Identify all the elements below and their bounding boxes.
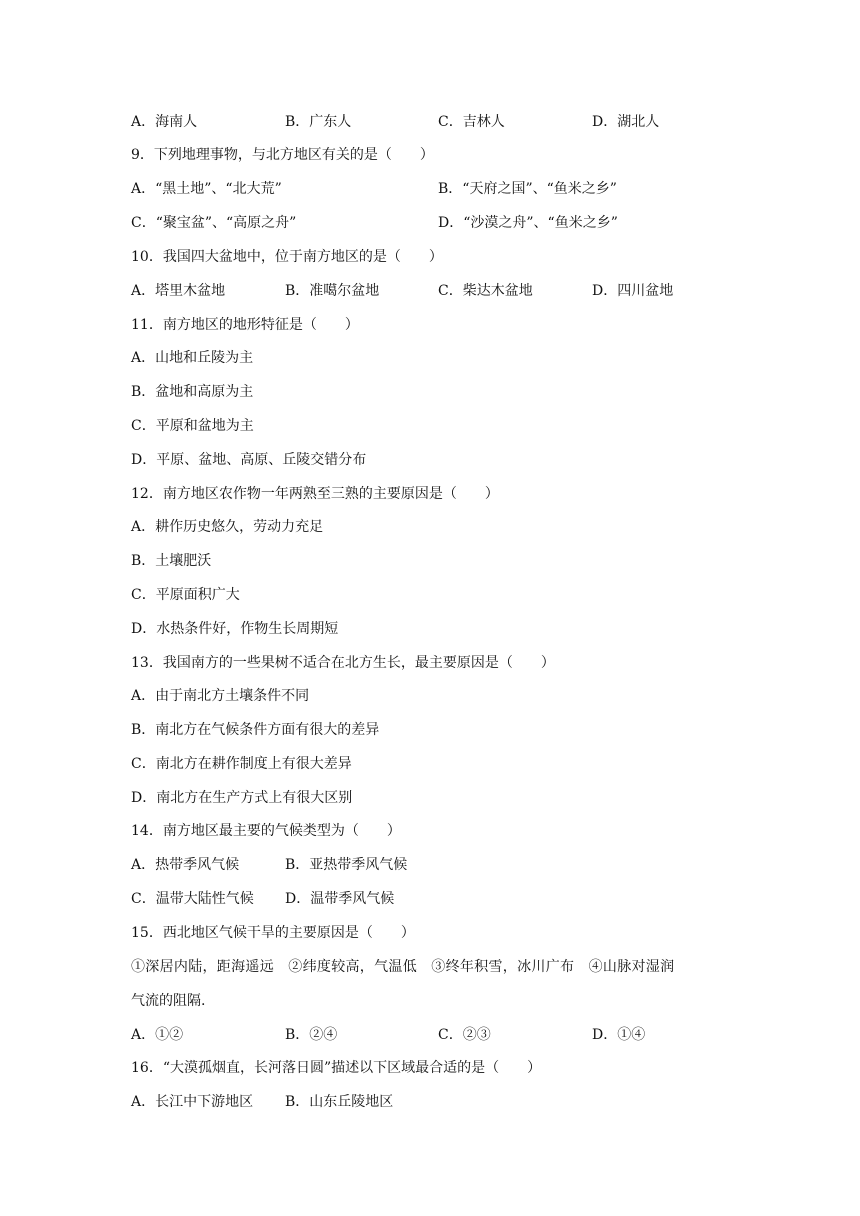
option-b: B．山东丘陵地区 bbox=[285, 1094, 394, 1110]
option-d: D．“沙漠之舟”、“鱼米之乡” bbox=[438, 215, 618, 231]
question-11-option-b: B．盆地和高原为主 bbox=[131, 384, 254, 400]
option-a: A．热带季风气候 bbox=[131, 857, 240, 873]
option-d: D．四川盆地 bbox=[592, 283, 674, 299]
question-14-stem: 14．南方地区最主要的气候类型为（ ） bbox=[131, 823, 401, 839]
option-a: A．海南人 bbox=[131, 114, 198, 130]
option-b: B．亚热带季风气候 bbox=[285, 857, 408, 873]
option-c: C．②③ bbox=[438, 1027, 491, 1043]
option-b: B．“天府之国”、“鱼米之乡” bbox=[438, 181, 617, 197]
option-d: D．温带季风气候 bbox=[285, 891, 395, 907]
question-16-stem: 16．“大漠孤烟直，长河落日圆”描述以下区域最合适的是（ ） bbox=[131, 1060, 542, 1076]
question-15-stem: 15．西北地区气候干旱的主要原因是（ ） bbox=[131, 925, 415, 941]
question-13-option-d: D．南北方在生产方式上有很大区别 bbox=[131, 790, 353, 806]
option-b: B．准噶尔盆地 bbox=[285, 283, 380, 299]
question-12-option-a: A．耕作历史悠久，劳动力充足 bbox=[131, 519, 324, 535]
option-b: B．广东人 bbox=[285, 114, 352, 130]
question-10-stem: 10．我国四大盆地中，位于南方地区的是（ ） bbox=[131, 249, 443, 265]
option-a: A．塔里木盆地 bbox=[131, 283, 226, 299]
question-12-stem: 12．南方地区农作物一年两熟至三熟的主要原因是（ ） bbox=[131, 486, 499, 502]
option-a: A．“黑土地”、“北大荒” bbox=[131, 181, 282, 197]
question-15-statements-cont: 气流的阻隔. bbox=[131, 993, 206, 1009]
question-15-statements: ①深居内陆，距海遥远 ②纬度较高，气温低 ③终年积雪，冰川广布 ④山脉对湿润 bbox=[131, 959, 675, 975]
option-c: C．温带大陆性气候 bbox=[131, 891, 254, 907]
question-12-option-b: B．土壤肥沃 bbox=[131, 553, 212, 569]
question-11-option-d: D．平原、盆地、高原、丘陵交错分布 bbox=[131, 452, 367, 468]
option-a: A．①② bbox=[131, 1027, 184, 1043]
option-c: C．吉林人 bbox=[438, 114, 505, 130]
question-11-stem: 11．南方地区的地形特征是（ ） bbox=[131, 317, 359, 333]
question-13-stem: 13．我国南方的一些果树不适合在北方生长，最主要原因是（ ） bbox=[131, 655, 555, 671]
option-b: B．②④ bbox=[285, 1027, 338, 1043]
option-d: D．湖北人 bbox=[592, 114, 660, 130]
question-12-option-d: D．水热条件好，作物生长周期短 bbox=[131, 621, 339, 637]
option-d: D．①④ bbox=[592, 1027, 646, 1043]
question-11-option-c: C．平原和盆地为主 bbox=[131, 418, 254, 434]
question-9-stem: 9．下列地理事物，与北方地区有关的是（ ） bbox=[131, 147, 434, 163]
question-13-option-a: A．由于南北方土壤条件不同 bbox=[131, 688, 310, 704]
question-12-option-c: C．平原面积广大 bbox=[131, 587, 240, 603]
option-a: A．长江中下游地区 bbox=[131, 1094, 254, 1110]
question-13-option-c: C．南北方在耕作制度上有很大差异 bbox=[131, 756, 352, 772]
option-c: C．柴达木盆地 bbox=[438, 283, 533, 299]
option-c: C．“聚宝盆”、“高原之舟” bbox=[131, 215, 297, 231]
question-11-option-a: A．山地和丘陵为主 bbox=[131, 350, 254, 366]
question-13-option-b: B．南北方在气候条件方面有很大的差异 bbox=[131, 722, 380, 738]
